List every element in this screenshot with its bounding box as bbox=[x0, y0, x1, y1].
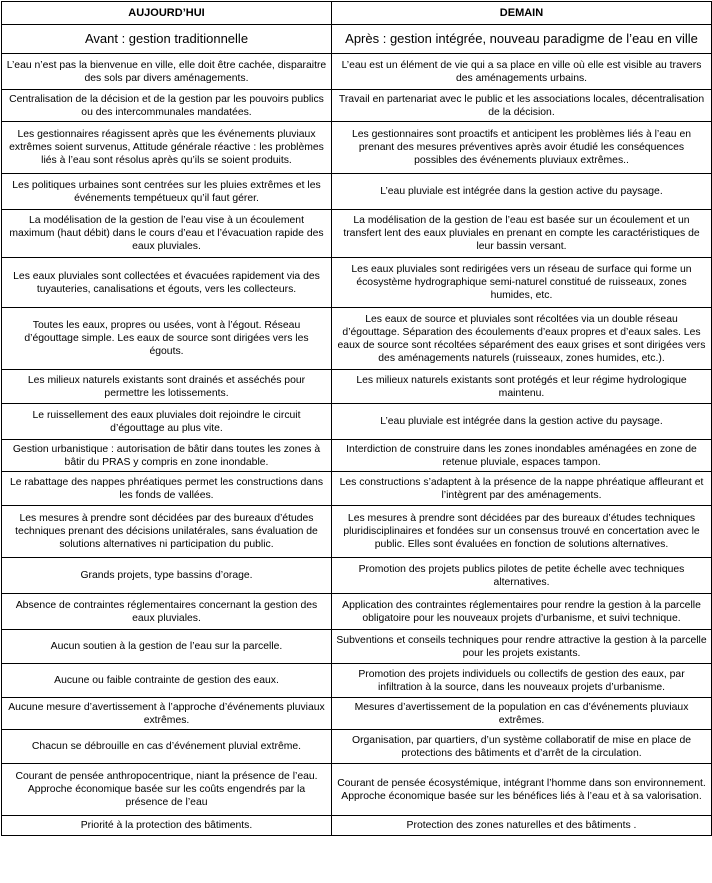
cell-today: Chacun se débrouille en cas d’événement pluvial extrême. bbox=[2, 730, 332, 764]
cell-today: Grands projets, type bassins d’orage. bbox=[2, 558, 332, 594]
cell-tomorrow: L’eau est un élément de vie qui a sa place en ville où elle est visible au travers des aménagements urbains. bbox=[332, 54, 712, 90]
cell-tomorrow: Les eaux de source et pluviales sont récoltées via un double réseau d’égouttage. Séparation des écoulements d’eaux propres et d’eaux sales. Les eaux de source sont récoltées séparément des eaux grises et sont dirigées vers des aménagements naturels (ruisseaux, zones humides, etc.). bbox=[332, 308, 712, 370]
cell-today: Les milieux naturels existants sont drainés et asséchés pour permettre les lotissements. bbox=[2, 370, 332, 404]
table-row bbox=[2, 308, 712, 370]
comparison-table bbox=[1, 1, 712, 836]
cell-tomorrow: Les milieux naturels existants sont protégés et leur régime hydrologique maintenu. bbox=[332, 370, 712, 404]
table-row bbox=[2, 440, 712, 472]
cell-today: Toutes les eaux, propres ou usées, vont à l’égout. Réseau d’égouttage simple. Les eaux de source sont dirigées vers les égouts. bbox=[2, 308, 332, 370]
cell-today: Les mesures à prendre sont décidées par des bureaux d’études techniques prenant des décisions unilatérales, sans évaluation de solutions alternatives ni participation du public. bbox=[2, 506, 332, 558]
header-aujourdhui: AUJOURD’HUI bbox=[2, 2, 332, 25]
cell-today: Les eaux pluviales sont collectées et évacuées rapidement via des tuyauteries, canalisations et égouts, vers les collecteurs. bbox=[2, 258, 332, 308]
table-row bbox=[2, 404, 712, 440]
cell-today: Absence de contraintes réglementaires concernant la gestion des eaux pluviales. bbox=[2, 594, 332, 630]
cell-today: Aucune mesure d’avertissement à l’approche d’événements pluviaux extrêmes. bbox=[2, 698, 332, 730]
subheader-row bbox=[2, 25, 712, 54]
header-demain: DEMAIN bbox=[332, 2, 712, 25]
cell-tomorrow: L’eau pluviale est intégrée dans la gestion active du paysage. bbox=[332, 174, 712, 210]
table-row bbox=[2, 664, 712, 698]
cell-tomorrow: Courant de pensée écosystémique, intégrant l’homme dans son environnement. Approche économique basée sur les bénéfices liés à l’eau et à sa valorisation. bbox=[332, 764, 712, 816]
cell-today: Gestion urbanistique : autorisation de bâtir dans toutes les zones à bâtir du PRAS y compris en zone inondable. bbox=[2, 440, 332, 472]
table-row bbox=[2, 594, 712, 630]
cell-tomorrow: Subventions et conseils techniques pour rendre attractive la gestion à la parcelle pour les projets existants. bbox=[332, 630, 712, 664]
cell-today: Priorité à la protection des bâtiments. bbox=[2, 816, 332, 836]
table-row bbox=[2, 730, 712, 764]
cell-tomorrow: Les constructions s’adaptent à la présence de la nappe phréatique affleurant et l’intègrent par des aménagements. bbox=[332, 472, 712, 506]
table-row bbox=[2, 630, 712, 664]
subheader-apres: Après : gestion intégrée, nouveau paradigme de l’eau en ville bbox=[332, 25, 712, 54]
cell-tomorrow: Travail en partenariat avec le public et les associations locales, décentralisation de la décision. bbox=[332, 90, 712, 122]
cell-today: L’eau n’est pas la bienvenue en ville, elle doit être cachée, disparaitre des sols par divers aménagements. bbox=[2, 54, 332, 90]
table-row bbox=[2, 122, 712, 174]
cell-tomorrow: Les eaux pluviales sont redirigées vers un réseau de surface qui forme un écosystème hydrographique semi-naturel constitué de ruisseaux, zones humides, etc. bbox=[332, 258, 712, 308]
cell-today: Le rabattage des nappes phréatiques permet les constructions dans les fonds de vallées. bbox=[2, 472, 332, 506]
cell-tomorrow: Protection des zones naturelles et des bâtiments . bbox=[332, 816, 712, 836]
header-row bbox=[2, 2, 712, 25]
cell-tomorrow: Les gestionnaires sont proactifs et anticipent les problèmes liés à l’eau en prenant des mesures préventives après avoir étudié les conséquences possibles des événements pluviaux extrêmes.. bbox=[332, 122, 712, 174]
table-row bbox=[2, 472, 712, 506]
table-row bbox=[2, 90, 712, 122]
table-row bbox=[2, 816, 712, 836]
cell-today: Les gestionnaires réagissent après que les événements pluviaux extrêmes soient survenus, Attitude générale réactive : les problèmes liés à l’eau sont résolus après qu’ils se soient produits. bbox=[2, 122, 332, 174]
cell-today: Centralisation de la décision et de la gestion par les pouvoirs publics ou des intercommunales mandatées. bbox=[2, 90, 332, 122]
table-row bbox=[2, 370, 712, 404]
table-row bbox=[2, 258, 712, 308]
cell-today: Aucune ou faible contrainte de gestion des eaux. bbox=[2, 664, 332, 698]
table-row bbox=[2, 210, 712, 258]
table-row bbox=[2, 506, 712, 558]
table-row bbox=[2, 174, 712, 210]
cell-today: Aucun soutien à la gestion de l’eau sur la parcelle. bbox=[2, 630, 332, 664]
cell-tomorrow: Promotion des projets individuels ou collectifs de gestion des eaux, par infiltration à la source, dans les nouveaux projets d’urbanisme. bbox=[332, 664, 712, 698]
table-row bbox=[2, 558, 712, 594]
subheader-avant: Avant : gestion traditionnelle bbox=[2, 25, 332, 54]
cell-today: La modélisation de la gestion de l’eau vise à un écoulement maximum (haut débit) dans le cours d’eau et l’évacuation rapide des eaux pluviales. bbox=[2, 210, 332, 258]
cell-tomorrow: Les mesures à prendre sont décidées par des bureaux d’études techniques pluridisciplinaires et fondées sur un consensus trouvé en concertation avec le public. Elles sont évaluées en fonction de solutions alternatives. bbox=[332, 506, 712, 558]
cell-tomorrow: Application des contraintes réglementaires pour rendre la gestion à la parcelle obligatoire pour les nouveaux projets d’urbanisme, et suivi technique. bbox=[332, 594, 712, 630]
table-row bbox=[2, 764, 712, 816]
table-row bbox=[2, 54, 712, 90]
cell-today: Les politiques urbaines sont centrées sur les pluies extrêmes et les événements tempétueux qu’il faut gérer. bbox=[2, 174, 332, 210]
cell-today: Courant de pensée anthropocentrique, niant la présence de l’eau. Approche économique basée sur les coûts engendrés par la présence de l’eau bbox=[2, 764, 332, 816]
table-row bbox=[2, 698, 712, 730]
cell-tomorrow: Interdiction de construire dans les zones inondables aménagées en zone de retenue pluviale, espaces tampon. bbox=[332, 440, 712, 472]
cell-tomorrow: Organisation, par quartiers, d’un système collaboratif de mise en place de protections des bâtiments et d’arrêt de la circulation. bbox=[332, 730, 712, 764]
cell-tomorrow: La modélisation de la gestion de l’eau est basée sur un écoulement et un transfert lent des eaux pluviales en prenant en compte les caractéristiques de leur bassin versant. bbox=[332, 210, 712, 258]
cell-tomorrow: Mesures d’avertissement de la population en cas d’événements pluviaux extrêmes. bbox=[332, 698, 712, 730]
cell-today: Le ruissellement des eaux pluviales doit rejoindre le circuit d’égouttage au plus vite. bbox=[2, 404, 332, 440]
cell-tomorrow: L’eau pluviale est intégrée dans la gestion active du paysage. bbox=[332, 404, 712, 440]
cell-tomorrow: Promotion des projets publics pilotes de petite échelle avec techniques alternatives. bbox=[332, 558, 712, 594]
